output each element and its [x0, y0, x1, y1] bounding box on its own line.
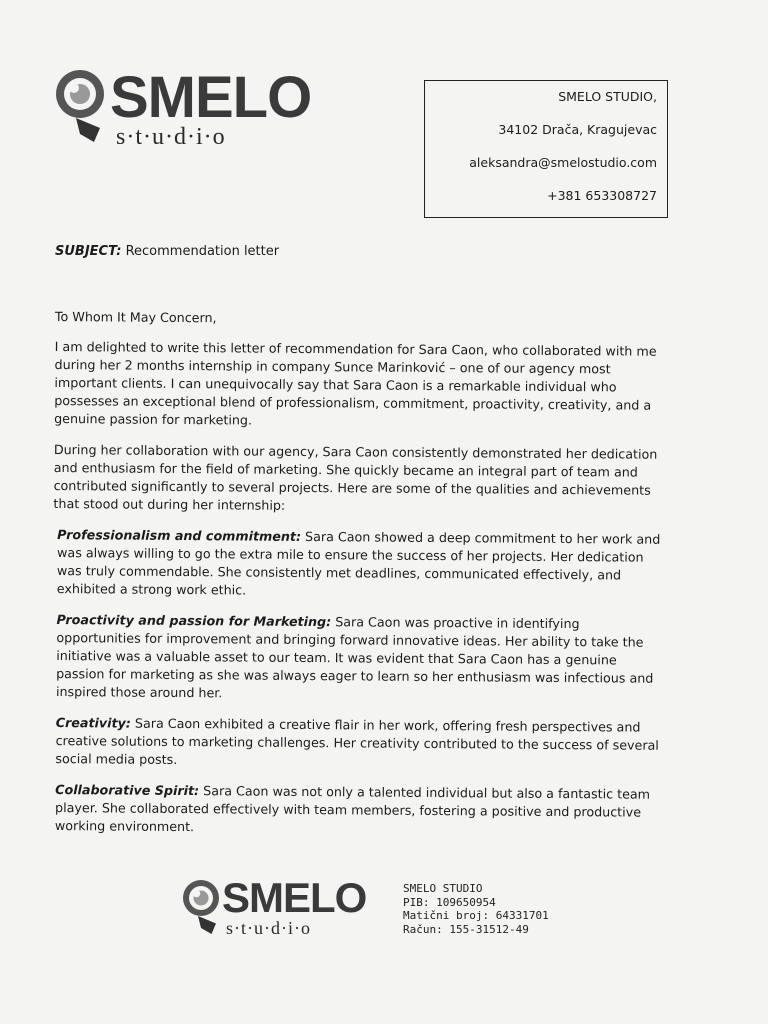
paragraph-intro: I am delighted to write this letter of recommendation for Sara Caon, who collaborated with me during her 2 months internship in company Sunce Marinković – one of our agency most important clients. I can unequivocally say that Sara Caon is a remarkable individual who possesses an exceptional blend of professionalism, commitment, proactivity, creativity, and a genuine passion for marketing. — [54, 338, 657, 428]
logo-wordmark: SMELO — [222, 874, 367, 921]
company-logo-top — [52, 65, 312, 156]
logo-subtitle: s·t·u·d·i·o — [226, 918, 311, 938]
quality-label: Proactivity and passion for Marketing: — [56, 612, 332, 630]
quality-item — [55, 714, 663, 773]
footer-company: SMELO STUDIO — [403, 882, 483, 895]
footer-pib: PIB: 109650954 — [403, 895, 496, 909]
quality-item — [57, 526, 666, 603]
qualities-list — [51, 526, 665, 840]
footer-registration-number: Matični broj: 64331701 — [403, 909, 549, 922]
quality-text: Sara Caon showed a deep commitment to her work and was always willing to go the extra mile to ensure the success of her projects. Her dedication was truly commendable. She consistently met deadlines, communicated effectively, and exhibited a strong work ethic. — [56, 528, 661, 598]
quality-item — [56, 611, 665, 706]
footer-bank-account: Račun: 155-31512-49 — [403, 922, 529, 936]
logo-wordmark: SMELO — [110, 65, 312, 130]
letter-body — [51, 308, 667, 853]
address-box — [424, 80, 668, 218]
subject-line — [55, 244, 279, 259]
quality-item — [55, 781, 663, 840]
quality-label: Creativity: — [55, 715, 131, 731]
logo-subtitle: s·t·u·d·i·o — [116, 124, 226, 150]
subject-text: Recommendation letter — [121, 244, 280, 259]
logo-mark-icon — [52, 66, 116, 146]
company-logo-stamp — [180, 874, 367, 942]
address-email: aleksandra@smelostudio.com — [469, 155, 657, 170]
quality-text: Sara Caon was proactive in identifying opportunities for improvement and bringing forward innovative ideas. Her ability to take the initiative was a valuable asset to our team. It was evident that Sara Caon has a genuine passion for marketing as she was always eager to learn so her enthusiasm was infectious and inspired those around her. — [55, 614, 654, 701]
subject-label: SUBJECT: — [55, 244, 122, 259]
company-registration-info — [403, 882, 549, 936]
address-company: SMELO STUDIO, — [558, 89, 657, 104]
quality-text: Sara Caon exhibited a creative flair in her work, offering fresh perspectives and creative solutions to marketing challenges. Her creativity contributed to the success of several social media posts. — [55, 715, 659, 767]
quality-text: Sara Caon was not only a talented individual but also a fantastic team player. She collaborated effectively with team members, fostering a positive and productive working environment. — [54, 783, 651, 835]
greeting: To Whom It May Concern, — [54, 308, 217, 326]
logo-mark-icon — [180, 876, 228, 938]
quality-label: Collaborative Spirit: — [55, 782, 200, 799]
address-phone: +381 653308727 — [547, 188, 657, 203]
quality-label: Professionalism and commitment: — [57, 527, 302, 544]
paragraph-collaboration: During her collaboration with our agency, Sara Caon consistently demonstrated her dedication and enthusiasm for the field of marketing. She quickly became an integral part of team and contributed significantly to several projects. Here are some of the qualities and achievements that stood out during her internship: — [53, 441, 658, 513]
address-city: 34102 Drača, Kragujevac — [498, 122, 657, 137]
